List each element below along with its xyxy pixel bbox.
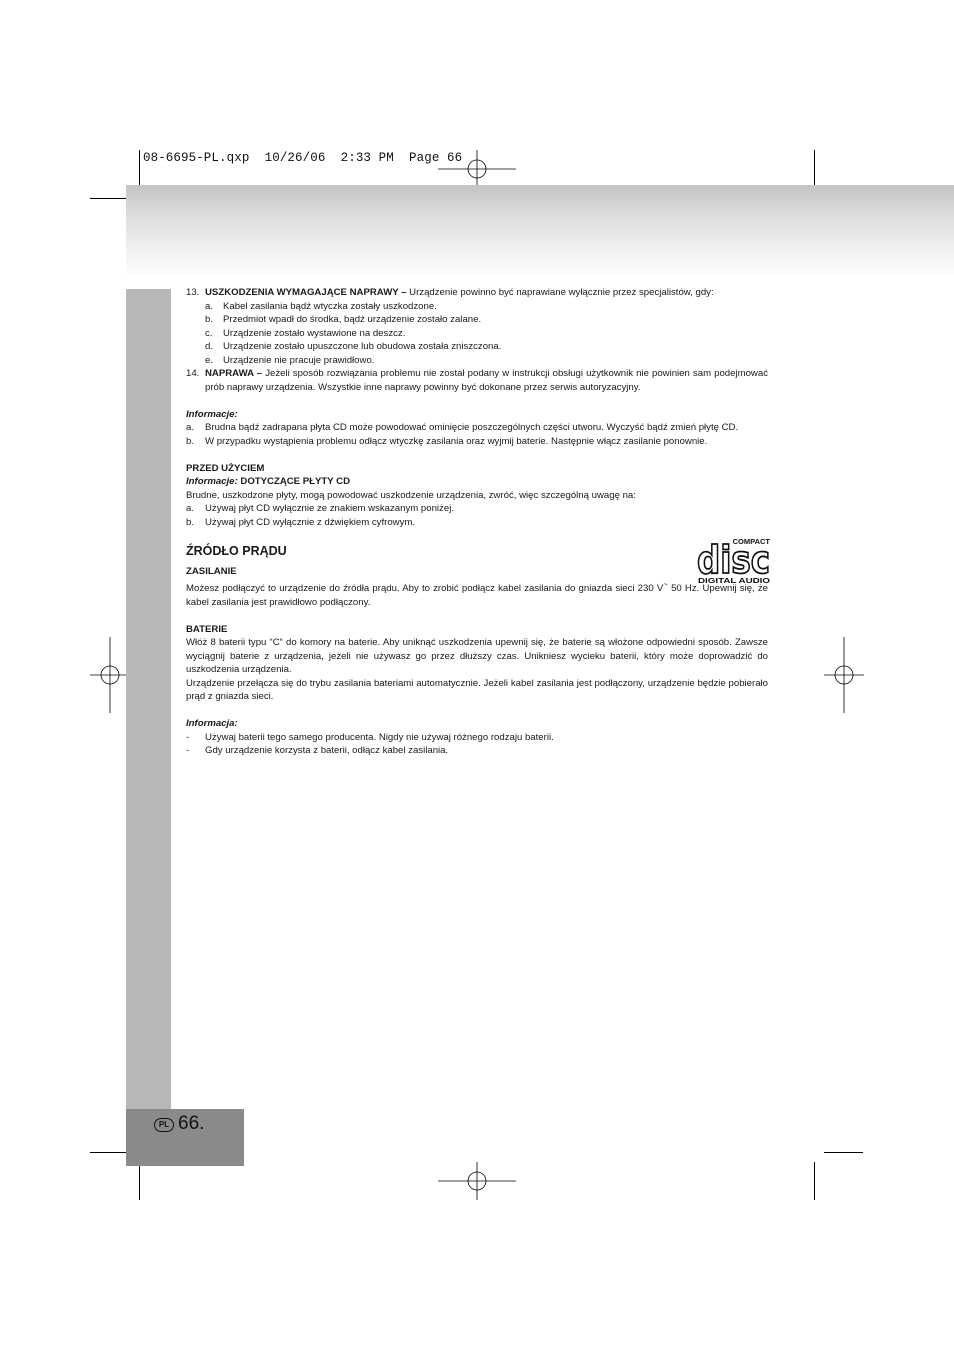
list-item <box>186 502 768 516</box>
registration-mark-icon <box>438 1162 516 1200</box>
crop-mark <box>139 1162 140 1200</box>
list-marker: a. <box>186 503 195 514</box>
crop-mark <box>814 150 815 188</box>
list-marker: b. <box>205 314 214 325</box>
before-use-subheading <box>186 475 768 489</box>
list-text: Używaj płyt CD wyłącznie z dźwiękiem cyfrowym. <box>205 516 416 528</box>
cd-logo-top: COMPACT <box>732 537 770 546</box>
header-gradient-band <box>126 185 954 277</box>
list-text: Używaj płyt CD wyłącznie ze znakiem wskazanym poniżej. <box>205 503 454 514</box>
registration-mark-icon <box>824 637 864 713</box>
list-marker: b. <box>186 516 195 528</box>
info-heading: Informacje: <box>186 408 238 420</box>
list-marker: - <box>186 731 190 743</box>
language-badge: PL <box>154 1118 174 1132</box>
list-marker: a. <box>205 300 214 312</box>
list-text: W przypadku wystąpienia problemu odłącz wtyczkę zasilania oraz wyjmij baterie. Następnie włącz zasilanie ponownie. <box>205 435 708 447</box>
list-item <box>186 435 768 449</box>
numbered-item <box>186 286 768 300</box>
battery-paragraph: Urządzenie przełącza się do trybu zasilania bateriami automatycznie. Jeżeli kabel zasilania jest podłączony, urządzenie będzie pobierało prąd z gniazda sieci. <box>186 677 768 703</box>
list-marker: d. <box>205 341 214 352</box>
list-text: Kabel zasilania bądź wtyczka zostały uszkodzone. <box>223 300 437 312</box>
list-marker: e. <box>205 354 214 366</box>
list-item <box>205 300 768 314</box>
list-text: Brudna bądź zadrapana płyta CD może powodować ominięcie poszczególnych części utworu. Wyczyść bądź zmień płytę CD. <box>205 422 739 433</box>
page-number: 66. <box>178 1113 205 1134</box>
before-use-intro: Brudne, uszkodzone płyty, mogą powodować uszkodzenie urządzenia, zwróć, więc szczególną uwagę na: <box>186 489 636 501</box>
mains-text-part: Możesz podłączyć to urządzenie do źródła prądu. Aby to zrobić podłącz kabel zasilania do gniazda sieci 230 V <box>186 583 664 595</box>
mains-text-part: 50 Hz. Upewnij się, że kabel zasilania jest prawidłowo podłączony. <box>186 583 768 608</box>
item-number: 13. <box>186 287 200 298</box>
item-body: Urządzenie powinno być naprawiane wyłącznie przez specjalistów, gdy: <box>406 287 714 298</box>
list-item <box>205 327 768 341</box>
list-item <box>186 731 768 745</box>
list-marker: b. <box>186 435 195 447</box>
battery-heading: BATERIE <box>186 623 228 635</box>
item-number: 14. <box>186 368 200 379</box>
list-text: Przedmiot wpadł do środka, bądź urządzenie zostało zalane. <box>223 314 482 325</box>
cd-logo-word: disc <box>697 538 770 582</box>
list-item <box>186 744 768 758</box>
crop-mark <box>824 1152 863 1153</box>
item-text <box>205 367 768 394</box>
registration-mark-icon <box>90 637 130 713</box>
mains-text <box>186 576 771 609</box>
crop-mark <box>90 1152 130 1153</box>
list-item <box>186 516 768 530</box>
subheading-bold: DOTYCZĄCE PŁYTY CD <box>237 476 351 487</box>
battery-paragraph: Włóż 8 baterii typu “C“ do komory na baterie. Aby uniknąć uszkodzenia upewnij się, że baterie są włożone odpowiedni sposób. Zawsze wyciągnij baterie z urządzenia, jeżeli nie używasz go przez dłuższy czas. Unikniesz wycieku baterii, który może doprowadzić do uszkodzenia urządzenia. <box>186 637 768 676</box>
item-title: NAPRAWA – <box>205 368 263 379</box>
list-item <box>186 421 768 435</box>
crop-mark <box>139 150 140 188</box>
item-body: Jeżeli sposób rozwiązania problemu nie został podany w instrukcji obsługi użytkownik nie powinien sam podejmować prób naprawy urządzenia. Wszystkie inne naprawy powinny być dokonane przez serwis autoryzacyjny. <box>205 368 768 393</box>
list-marker: c. <box>205 327 213 339</box>
item-text <box>205 286 768 300</box>
sub-list <box>186 300 768 368</box>
mains-heading: ZASILANIE <box>186 565 237 577</box>
list-item <box>205 354 768 368</box>
crop-mark <box>90 198 130 199</box>
cd-logo-bottom: DIGITAL AUDIO <box>698 576 771 584</box>
registration-mark-icon <box>438 150 516 188</box>
list-marker: - <box>186 745 190 757</box>
list-marker: a. <box>186 422 195 433</box>
list-text: Urządzenie zostało wystawione na deszcz. <box>223 327 406 339</box>
before-use-heading: PRZED UŻYCIEM <box>186 462 265 474</box>
ac-symbol: ~ <box>663 580 668 589</box>
item-title: USZKODZENIA WYMAGAJĄCE NAPRAWY – <box>205 287 407 298</box>
side-bar <box>126 289 171 1109</box>
section-heading: ŹRÓDŁO PRĄDU <box>186 544 287 558</box>
subheading-italic: Informacje: <box>186 476 238 487</box>
main-content <box>186 286 771 758</box>
numbered-item <box>186 367 768 394</box>
list-item <box>205 313 768 327</box>
list-text: Urządzenie nie pracuje prawidłowo. <box>223 354 375 366</box>
crop-mark <box>814 1162 815 1200</box>
list-text: Urządzenie zostało upuszczone lub obudowa została zniszczona. <box>223 341 502 352</box>
info-heading: Informacja: <box>186 718 238 730</box>
file-slug: 08-6695-PL.qxp 10/26/06 2:33 PM Page 66 <box>143 151 463 165</box>
list-text: Gdy urządzenie korzysta z baterii, odłącz kabel zasilania. <box>205 745 449 757</box>
list-text: Używaj baterii tego samego producenta. Nigdy nie używaj różnego rodzaju baterii. <box>205 731 554 743</box>
list-item <box>205 340 768 354</box>
